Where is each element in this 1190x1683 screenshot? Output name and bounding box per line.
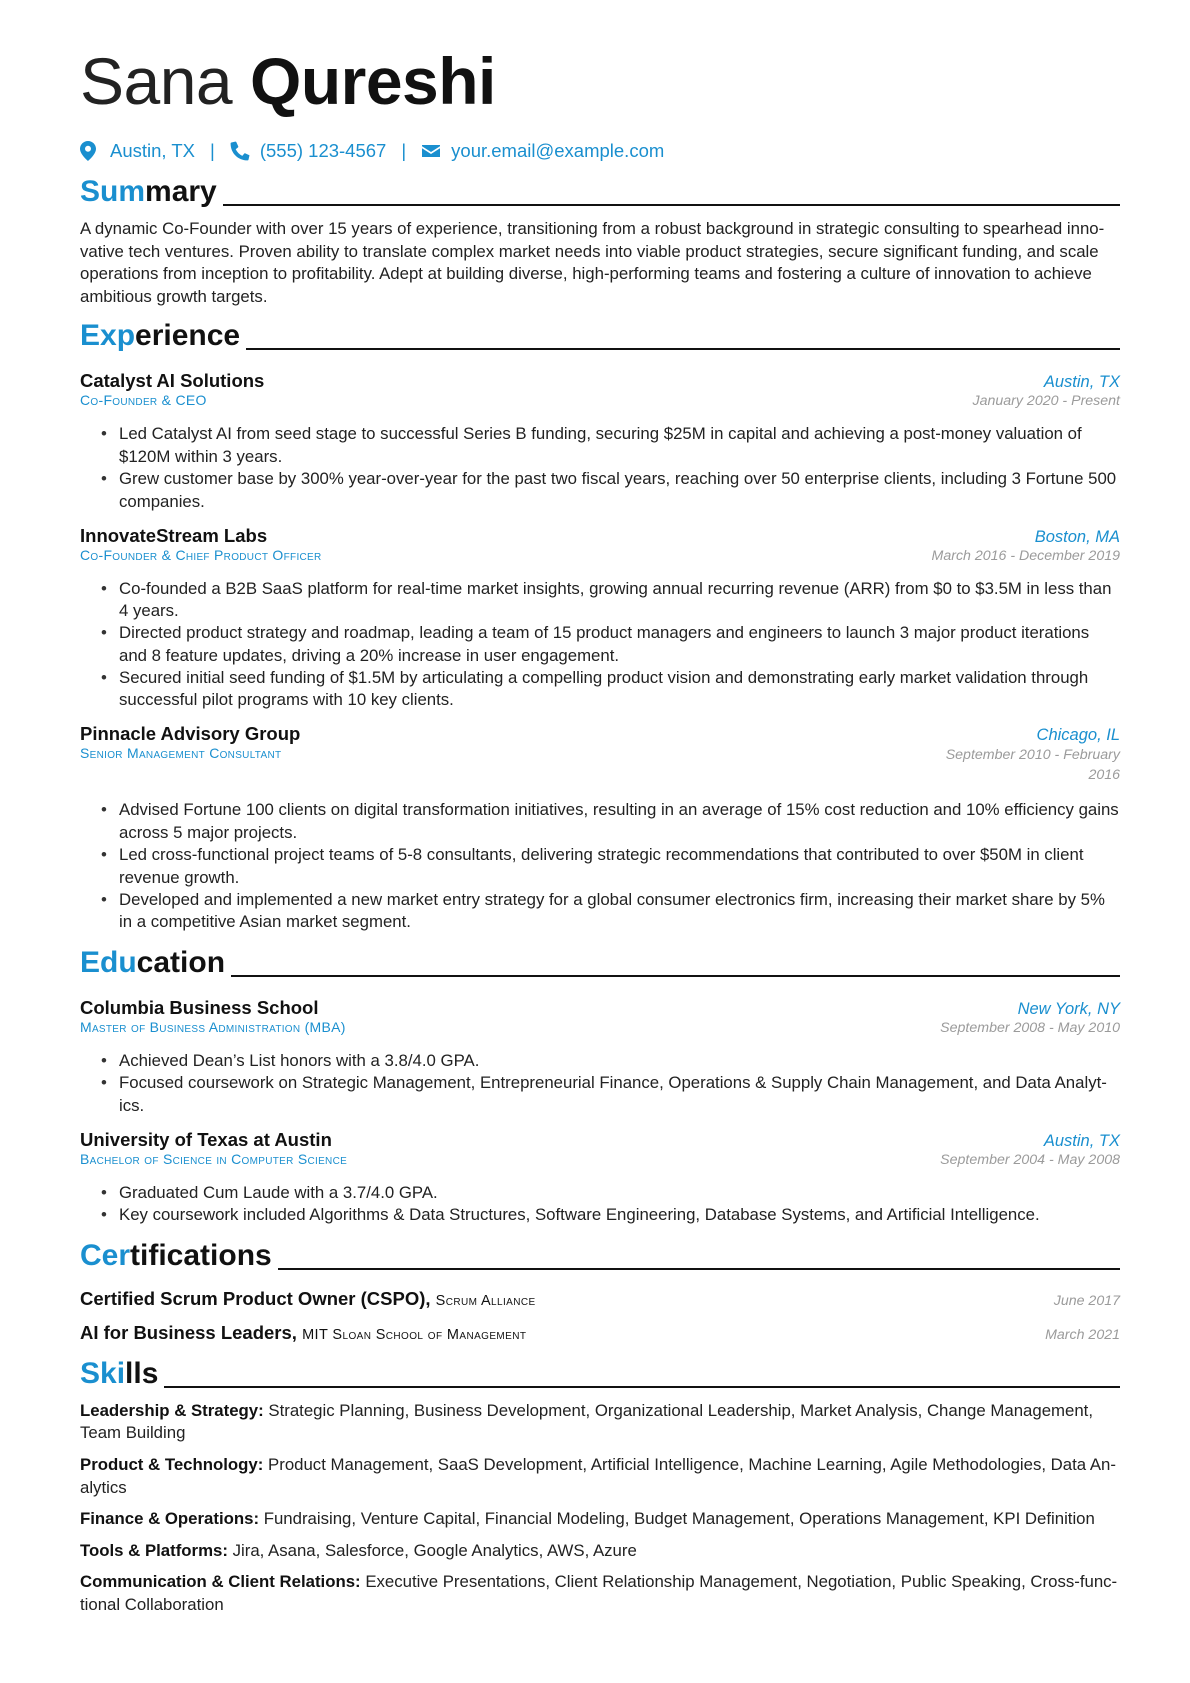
certification-issuer: Scrum Alliance (435, 1292, 536, 1309)
institution-name: University of Texas at Austin (80, 1128, 332, 1150)
resume-page (80, 42, 1120, 1616)
section-rule (231, 975, 1120, 977)
job-role: Co-Founder & CEO (80, 392, 207, 409)
separator: | (401, 140, 407, 161)
entry-location: Austin, TX (1043, 1131, 1120, 1150)
list-item: • Directed product strategy and roadmap, leading a team of 15 product managers and engineers to launch 3 major product iterations and 8 feature updates, driving a 20% increase in user engagement. (101, 622, 1120, 667)
summary-text: A dynamic Co-Founder with over 15 years of experience, transitioning from a robust background in strategic consulting to spearhead inno-vative tech ventures. Proven ability to translate complex market needs into viable product strategies, secure significant funding, and scale operations from inception to profitability. Adept at building diverse, high-performing teams and fostering a culture of innovation to achieve ambitious growth targets. (80, 219, 1105, 306)
experience-entry (80, 723, 1120, 933)
phone-text: (555) 123-4567 (259, 140, 387, 161)
section-header-education (80, 943, 1120, 983)
list-item: • Led Catalyst AI from seed stage to successful Series B funding, securing $25M in capital and achieving a post-money valuation of $120M within 3 years. (101, 423, 1120, 468)
skill-text: Product Management, SaaS Development, Artificial Intelligence, Machine Learning, Agile Methodologies, Data An-alytics (80, 1454, 1116, 1497)
education-entry (80, 997, 1120, 1117)
bullet-list (80, 799, 1120, 933)
list-item: • Grew customer base by 300% year-over-year for the past two fiscal years, reaching over 50 enterprise clients, including 3 Fortune 500 companies. (101, 468, 1120, 513)
institution-name: Columbia Business School (80, 997, 319, 1019)
skill-label: Product & Technology: (80, 1454, 264, 1474)
bullet-list (80, 423, 1120, 513)
experience-entry (80, 370, 1120, 513)
organization-name: InnovateStream Labs (80, 524, 268, 546)
skill-text: Jira, Asana, Salesforce, Google Analytics, AWS, Azure (232, 1540, 637, 1560)
section-rule (246, 348, 1120, 350)
candidate-name (80, 42, 1120, 120)
last-name: Qureshi (249, 44, 496, 118)
section-title: Experience (80, 319, 241, 353)
skill-label: Finance & Operations: (80, 1509, 260, 1529)
email-link[interactable]: your.email@example.com (451, 140, 665, 161)
entry-date: March 2016 - December 2019 (931, 547, 1120, 564)
first-name: Sana (80, 44, 233, 118)
skill-label: Tools & Platforms: (80, 1540, 228, 1560)
list-item: • Led cross-functional project teams of 5-8 consultants, delivering strategic recommendations that contributed to over $50M in client revenue growth. (101, 844, 1120, 889)
section-title: Education (80, 946, 226, 980)
skill-group (80, 1540, 1120, 1563)
bullet-list (80, 1050, 1120, 1117)
envelope-icon (421, 141, 441, 161)
skill-text: Strategic Planning, Business Development, Organizational Leadership, Market Analysis, Change Management, Team Building (80, 1400, 1093, 1443)
experience-entry (80, 525, 1120, 712)
section-rule (278, 1268, 1120, 1270)
job-role: Senior Management Consultant (80, 745, 282, 762)
certification-title: Certified Scrum Product Owner (CSPO) (80, 1287, 426, 1309)
separator: | (210, 140, 215, 161)
list-item: • Co-founded a B2B SaaS platform for real-time market insights, growing annual recurring revenue (ARR) from $0 to $3.5M in less than 4 years. (101, 578, 1120, 623)
skill-label: Leadership & Strategy: (80, 1400, 264, 1420)
section-rule (164, 1386, 1120, 1388)
skill-group (80, 1508, 1120, 1531)
list-item: • Key coursework included Algorithms & Data Structures, Software Engineering, Database Systems, and Artificial Intelligence. (101, 1204, 1120, 1227)
certification-item: Certified Scrum Product Owner (CSPO), Scrum Alliance June 2017 (80, 1287, 1120, 1309)
contact-bar (80, 140, 1120, 162)
organization-name: Catalyst AI Solutions (80, 370, 265, 392)
entry-date: September 2004 - May 2008 (940, 1151, 1120, 1168)
list-item: • Advised Fortune 100 clients on digital transformation initiatives, resulting in an average of 15% cost reduction and 10% efficiency gains across 5 major projects. (101, 799, 1120, 844)
skill-group (80, 1454, 1120, 1499)
section-title: Summary (80, 175, 217, 208)
entry-location: Chicago, IL (1036, 726, 1120, 745)
certification-issuer: MIT Sloan School of Management (302, 1326, 527, 1343)
education-entry (80, 1129, 1120, 1227)
section-rule (223, 204, 1120, 206)
degree: Master of Business Administration (MBA) (80, 1019, 346, 1036)
list-item: • Developed and implemented a new market entry strategy for a global consumer electronics firm, increasing their market share by 5% in a competitive Asian market segment. (101, 889, 1120, 934)
skill-group (80, 1571, 1120, 1616)
section-title: Skills (80, 1356, 159, 1390)
list-item: • Secured initial seed funding of $1.5M by articulating a compelling product vision and demonstrating early market validation through successful pilot programs with 10 key clients. (101, 667, 1120, 712)
section-header-certifications (80, 1236, 1120, 1276)
entry-date: September 2010 - February 2016 (945, 747, 1120, 784)
location-text: Austin, TX (110, 140, 196, 161)
entry-location: New York, NY (1017, 1000, 1120, 1019)
bullet-list (80, 1182, 1120, 1227)
certification-title: AI for Business Leaders (80, 1321, 292, 1343)
entry-date: January 2020 - Present (972, 393, 1120, 410)
phone-icon (230, 141, 250, 161)
section-title: Certifications (80, 1238, 272, 1272)
list-item: • Focused coursework on Strategic Management, Entrepreneurial Finance, Operations & Supply Chain Management, and Data Analyt-ics. (101, 1072, 1120, 1117)
certification-date: March 2021 (1045, 1326, 1120, 1343)
section-header-experience (80, 316, 1120, 356)
skill-group (80, 1400, 1120, 1445)
skill-label: Communication & Client Relations: (80, 1572, 361, 1592)
bullet-list (80, 578, 1120, 712)
map-pin-icon (80, 141, 100, 161)
entry-location: Austin, TX (1043, 373, 1120, 392)
section-header-summary (80, 172, 1120, 212)
section-header-skills (80, 1354, 1120, 1394)
entry-date: September 2008 - May 2010 (940, 1020, 1120, 1037)
organization-name: Pinnacle Advisory Group (80, 723, 301, 745)
entry-location: Boston, MA (1034, 527, 1120, 546)
list-item: • Graduated Cum Laude with a 3.7/4.0 GPA. (101, 1182, 1120, 1205)
skill-text: Fundraising, Venture Capital, Financial Modeling, Budget Management, Operations Management, KPI Definition (263, 1509, 1095, 1529)
skill-text: Executive Presentations, Client Relationship Management, Negotiation, Public Speaking, Cross-func-tional Collaboration (80, 1572, 1118, 1614)
certification-item: AI for Business Leaders, MIT Sloan School of Management March 2021 (80, 1321, 1120, 1343)
job-role: Co-Founder & Chief Product Officer (80, 546, 322, 563)
certification-date: June 2017 (1053, 1292, 1120, 1309)
degree: Bachelor of Science in Computer Science (80, 1150, 348, 1167)
list-item: • Achieved Dean’s List honors with a 3.8/4.0 GPA. (101, 1050, 1120, 1073)
